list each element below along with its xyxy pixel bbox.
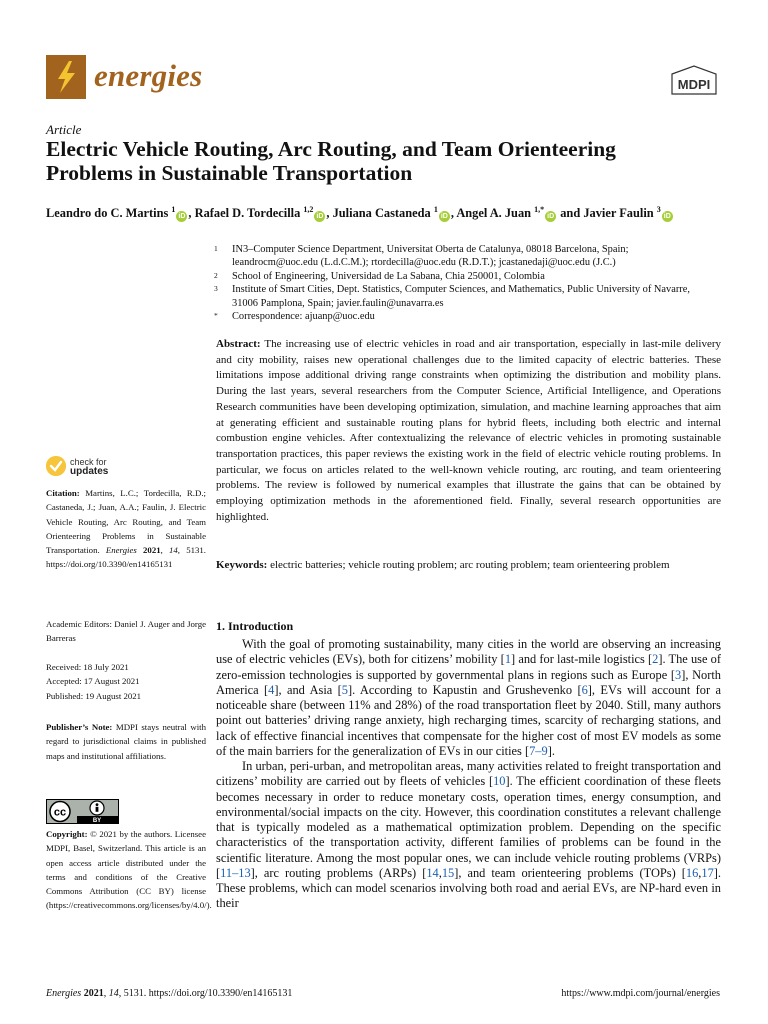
keywords-label: Keywords: — [216, 559, 268, 571]
updates-label: updates — [70, 466, 109, 477]
author-separator: , — [188, 206, 195, 221]
abstract — [216, 337, 721, 525]
received-date: Received: 18 July 2021 — [46, 662, 129, 672]
author-list — [46, 205, 746, 222]
author-affiliation-sup: 1,2 — [303, 205, 314, 214]
text-run: In urban, peri-urban, and metropolitan areas, many activities related to freight transportation and citizens’ mobility are carried out by fleets of vehicles [ — [216, 759, 721, 789]
citation-link[interactable]: 7–9 — [529, 743, 548, 758]
citation-journal: Energies — [105, 545, 137, 556]
citation-doi[interactable]: 5131. https://doi.org/10.3390/en14165131 — [46, 545, 206, 570]
citation-link[interactable]: 10 — [493, 774, 506, 789]
affiliation-number: * — [214, 311, 218, 321]
text-run: , — [438, 865, 442, 880]
footer-volume: 14 — [108, 988, 119, 999]
keywords — [216, 558, 721, 573]
note-text: MDPI stays neutral with regard to jurisdictional claims in published maps and institutional affiliations. — [46, 722, 206, 761]
affiliation-row — [214, 243, 726, 256]
paragraph — [216, 637, 721, 759]
footer-citation: Energies 2021, 14, 5131. https://doi.org/10.3390/en14165131 — [46, 988, 293, 999]
author-name: Angel A. Juan — [456, 206, 535, 221]
journal-logo — [46, 55, 86, 99]
orcid-icon[interactable]: iD — [316, 213, 324, 221]
introduction-body — [216, 637, 721, 912]
abstract-text: The increasing use of electric vehicles in road and air transportation, especially in last-mile delivery and city mobility, raises new operational challenges due to the limited capacity of electric batteries. These limitations impose additional driving range constraints when optimizing the distribution and mobility plans. During the last years, several researchers from the Computer Science, Artificial Intelligence, and Operations Research communities have been developing optimization, simulation, and machine learning approaches that aim at generating efficient and sustainable routing plans for hybrid fleets, including both electric and internal combustion engine vehicles. After contextualizing the relevance of electric vehicles in promoting sustainable transportation practices, this paper reviews the existing work in the field of electric vehicle routing problems. In particular, we focus on articles related to the well-known vehicle routing, arc routing, and team orienteering problems. The review is followed by numerical examples that illustrate the gains that can be obtained by employing optimization methods in the aforementioned field. Finally, several research opportunities are highlighted. — [216, 338, 721, 523]
orcid-icon[interactable]: iD — [663, 213, 671, 221]
affiliation-number: 1 — [214, 244, 218, 253]
citation-link[interactable]: 15 — [441, 865, 455, 880]
footer-journal: Energies — [46, 988, 82, 999]
author-separator: , — [450, 206, 457, 221]
citation-link[interactable]: 17 — [701, 865, 714, 880]
text-run: With the goal of promoting sustainability, many cities in the world are observing an increasing use of electric vehicles (EVs), both for citizens’ mobility [ — [216, 637, 721, 667]
dates-block — [46, 660, 206, 703]
affiliation-text: IN3–Computer Science Department, Universitat Oberta de Catalunya, 08018 Barcelona, Spain; — [232, 244, 629, 255]
checkmark-icon — [46, 456, 66, 476]
citation-text: Martins, L.C.; Tordecilla, R.D.; Castaneda, J.; Juan, A.A.; Faulin, J. Electric Vehicle Routing, Arc Routing, and Team Orienteering Problems in Sustainable Transportation. — [46, 488, 206, 556]
affiliation-text: Institute of Smart Cities, Dept. Statistics, Computer Sciences, and Mathematics, Public University of Navarre, — [232, 284, 690, 296]
affiliation-text: leandrocm@uoc.edu (L.d.C.M.); rtordecilla@uoc.edu (R.D.T.); jcastanedaji@uoc.edu (J.C.) — [232, 257, 616, 269]
journal-name[interactable]: energies — [94, 58, 203, 93]
text-run: ]. The use of zero-emission technologies is supported by governmental plans in regions such as Europe [ — [216, 652, 721, 682]
text-run: ]. The efficient coordination of these fleets becomes necessary in order to reduce monetary costs, operation times, energy consumption, and environmental/social impacts on the city. However, this coordination constitutes a relevant challenge that is typically modeled as a mathematical optimization problem. Depending on the specific characteristics of the transportation activity, different families of problems can be found in the scientific literature. Among the most popular ones, we can include vehicle routing problems (VRPs) [ — [216, 774, 721, 880]
text-run: , — [698, 865, 702, 880]
citation-volume: 14 — [169, 545, 178, 556]
text-run: ]. These problems, which can model scenarios involving both road and aerial EVs, are NP-hard even in their — [216, 865, 721, 911]
author-affiliation-sup: 1 — [433, 205, 438, 214]
affiliation-number — [214, 256, 232, 269]
footer-year: 2021 — [83, 988, 104, 999]
affiliation-row — [214, 283, 726, 296]
copyright-label: Copyright: — [46, 829, 88, 839]
citation-link[interactable]: 4 — [268, 682, 275, 697]
text-run: ], EVs will account for a noticeable share (between 11% and 28%) of the road transportation fleet by 2040. Still, many authors point out batteries’ driving range anxiety, high recharging times, scarcity of recharging stations, and lack of effective financial incentives that compensate for the higher cost of most EV models as some of the main barriers for the generalization of EVs in our cities [ — [216, 682, 722, 758]
article-type: Article — [46, 122, 82, 137]
cc-icon: cc — [53, 806, 67, 819]
citation-link[interactable]: 3 — [675, 667, 682, 682]
note-label: Publisher’s Note: — [46, 722, 113, 732]
orcid-icon[interactable]: iD — [440, 213, 448, 221]
check-for-label: check for — [70, 457, 107, 467]
affiliation-row — [214, 256, 726, 269]
footer-doi[interactable]: , 5131. https://doi.org/10.3390/en14165131 — [118, 988, 293, 999]
citation-link[interactable]: 5 — [341, 682, 348, 697]
citation-link[interactable]: 11–13 — [220, 865, 251, 880]
editors-text: Academic Editors: Daniel J. Auger and Jorge Barreras — [46, 619, 206, 644]
person-icon — [96, 803, 99, 806]
affiliation-number: 2 — [214, 270, 218, 280]
affiliation-number — [214, 297, 232, 310]
publisher-logo[interactable] — [666, 64, 722, 102]
affiliation-row — [214, 297, 726, 310]
check-for-updates-badge[interactable] — [46, 454, 126, 480]
orcid-icon[interactable]: iD — [547, 213, 555, 221]
text-run: ], North America [ — [216, 667, 722, 697]
lightning-icon — [46, 55, 86, 99]
text-run: ], and team orienteering problems (TOPs) [ — [454, 865, 686, 880]
orcid-icon[interactable]: iD — [178, 213, 186, 221]
copyright-block — [46, 827, 212, 913]
text-run: ] and for last-mile logistics [ — [511, 652, 653, 667]
author-name: Leandro do C. Martins — [46, 206, 172, 221]
section-heading: 1. Introduction — [216, 619, 294, 633]
citation-link[interactable]: 1 — [504, 652, 512, 667]
author-affiliation-sup: 1,* — [534, 205, 545, 214]
author-separator: , — [326, 206, 333, 221]
text-run: ]. — [547, 743, 555, 758]
author-name: Rafael D. Tordecilla — [194, 206, 304, 221]
affiliation-row — [214, 310, 726, 323]
publisher-name: MDPI — [677, 77, 711, 92]
cc-by-license-badge[interactable] — [46, 799, 119, 824]
affiliation-text: Correspondence: ajuanp@uoc.edu — [232, 311, 375, 323]
footer-url[interactable]: https://www.mdpi.com/journal/energies — [561, 988, 720, 999]
publisher-note — [46, 720, 206, 763]
keywords-text: electric batteries; vehicle routing problem; arc routing problem; team orienteering problem — [270, 559, 670, 571]
citation-link[interactable]: 2 — [652, 652, 659, 667]
citation-label: Citation: — [46, 488, 80, 498]
title-line: Problems in Sustainable Transportation — [46, 161, 413, 185]
citation-link[interactable]: 6 — [581, 682, 588, 697]
title-line: Electric Vehicle Routing, Arc Routing, and Team Orienteering — [46, 137, 616, 161]
affiliation-text: 31006 Pamplona, Spain; javier.faulin@unavarra.es — [232, 297, 444, 309]
affiliation-number: 3 — [214, 284, 218, 294]
text-run: ]. According to Kapustin and Grushevenko [ — [348, 682, 582, 697]
published-date: Published: 19 August 2021 — [46, 690, 142, 701]
copyright-text: © 2021 by the authors. Licensee MDPI, Basel, Switzerland. This article is an open access article distributed under the terms and conditions of the Creative Commons Attribution (CC BY) license (https://creativecommons.org/licenses/by/4.0/). — [46, 829, 212, 911]
by-label: BY — [92, 818, 102, 823]
author-affiliation-sup: 1 — [171, 205, 176, 214]
author-separator: and — [557, 206, 584, 221]
text-run: ], and Asia [ — [274, 682, 342, 697]
citation-block: Citation: Martins, L.C.; Tordecilla, R.D.; Castaneda, J.; Juan, A.A.; Faulin, J. Electric Vehicle Routing, Arc Routing, and Team Orienteering Problems in Sustainable Transportation. Energies 2021, 14, 5131. https://doi.org/10.3390/en14165131 — [46, 488, 206, 570]
affiliations — [214, 243, 726, 323]
affiliation-row — [214, 270, 726, 283]
article-title — [46, 137, 736, 185]
citation-link[interactable]: 16 — [685, 865, 699, 880]
abstract-label: Abstract: — [216, 338, 261, 350]
academic-editors — [46, 617, 206, 646]
author-name: Javier Faulin — [583, 206, 657, 221]
citation-year: 2021 — [143, 545, 161, 556]
author-name: Juliana Castaneda — [332, 206, 434, 221]
accepted-date: Accepted: 17 August 2021 — [46, 676, 140, 687]
author-affiliation-sup: 3 — [656, 205, 661, 214]
affiliation-text: School of Engineering, Universidad de La Sabana, Chia 250001, Colombia — [232, 270, 545, 282]
citation-link[interactable]: 14 — [426, 865, 439, 880]
text-run: ], arc routing problems (ARPs) [ — [250, 865, 427, 880]
paragraph — [216, 759, 721, 912]
